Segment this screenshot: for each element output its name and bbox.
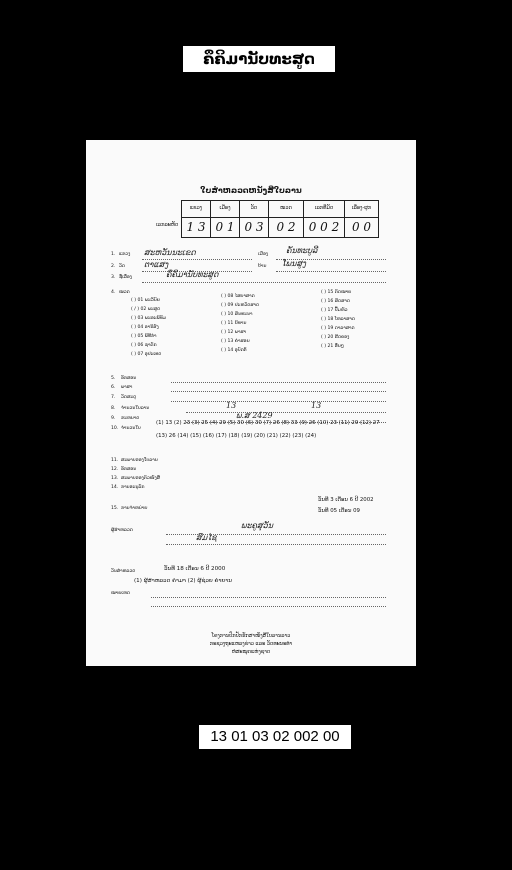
footer-line-1: ໂຄງການປົກປັກຮັກສາໜັງສືໃບລານລາວ: [211, 633, 291, 639]
leaf-count: 13: [226, 401, 237, 410]
line-5-label: ອັກສອນ: [121, 376, 137, 381]
category-item[interactable]: ( ) 11 ນິທານ: [221, 321, 247, 326]
line-14-label: ການອະນຸລັກ: [121, 485, 145, 490]
code-table: [181, 200, 379, 238]
code-cell: ວັດ 0 3: [240, 201, 269, 237]
row-1-label: ແຂວງ: [119, 252, 131, 257]
category-item[interactable]: ( ) 16 ສັດສາດ: [321, 299, 350, 304]
line-17-sub: (1) ຜູ້ສຳຫລວດ ຄຳມາ (2) ຜູ້ຊ່ວຍ ຄຳຍານ: [134, 578, 232, 584]
category-item[interactable]: ( ) 06 ຊາດົກ: [131, 343, 157, 348]
leaf-numbers-b: (13) 26 (14) (15) (16) (17) (18) (19) (20) (21) (22) (23) (24): [156, 433, 317, 439]
category-item[interactable]: ( ) 20 ຮີດຄອງ: [321, 335, 350, 340]
line-18-label: ໝາຍເຫດ: [111, 591, 130, 596]
footer-line-2: ກະຊວງຖະແຫລງຂ່າວ ແລະ ວັດທະນະທຳ: [209, 641, 293, 647]
line-15-num: 15.: [111, 506, 119, 511]
category-item[interactable]: ( ) 07 ອຸປະເທດ: [131, 352, 162, 357]
row-3-value: ຄຶຄິມານັບທະສູດ: [166, 270, 219, 279]
line-12-num: 12.: [111, 467, 119, 472]
line-9-label: ຂະຫນາດ: [121, 416, 140, 421]
row-1-city-value: ຄັນທະບູລີ: [286, 246, 318, 255]
line-12-label: ອັກສອນ: [121, 467, 137, 472]
line-15-label: ການຈຳຫນ່າຍ: [121, 506, 148, 511]
code-label: ເລກລະຫັດ: [156, 222, 179, 228]
row-3-num: 3.: [111, 275, 116, 280]
line-8-num: 8.: [111, 406, 116, 411]
line-5-num: 5.: [111, 376, 116, 381]
leaf-count-b: 13: [311, 401, 322, 410]
row-2-num: 2.: [111, 264, 116, 269]
section-4-num: 4.: [111, 290, 116, 295]
code-cell: ເມືອງ 0 1: [211, 201, 240, 237]
line-14-num: 14.: [111, 485, 119, 490]
category-item[interactable]: ( ) 13 ຄຳສອນ: [221, 339, 250, 344]
line-17-label: ວັນສຳຫລວດ: [111, 569, 136, 574]
document-code-label: 13 01 03 02 002 00: [199, 725, 351, 749]
row-2-village-label: ບ້ານ: [258, 264, 267, 269]
line-13-label: ສະພາບຂອງຕົວໜັງສື: [121, 476, 160, 481]
line-11-label: ສະພາບຂອງໃບລານ: [121, 458, 158, 463]
row-1-num: 1.: [111, 252, 116, 257]
line-7-label: ວັດສະດຸ: [121, 395, 137, 400]
code-cell: ໝວດ 0 2: [269, 201, 304, 237]
row-2-value: ຕາແສງ: [144, 260, 169, 269]
category-item[interactable]: ( ) 10 ສົນທະນາ: [221, 312, 253, 317]
category-item[interactable]: ( ) 17 ປຶ້ມຫົວ: [321, 308, 348, 313]
line-9-num: 9.: [111, 416, 116, 421]
line-6-num: 6.: [111, 385, 116, 390]
code-cell: ເລື່ອງ-ຜູກ 0 0: [351, 205, 372, 234]
category-item[interactable]: ( ) 08 ໄສຍາສາດ: [221, 294, 255, 299]
category-item[interactable]: ( ) 21 ອື່ນໆ: [321, 344, 344, 349]
category-item[interactable]: ( ) 03 ພະອະພິທັມ: [131, 316, 167, 321]
row-2-label: ວັດ: [119, 264, 125, 269]
code-cell: ແຂວງ 1 3: [182, 201, 211, 237]
line-8-label: ຈຳນວນໃບລານ: [121, 406, 150, 411]
row-1-city-label: ເມືອງ: [258, 252, 269, 257]
category-item[interactable]: ( ) 15 ກົດໝາຍ: [321, 290, 352, 295]
category-item[interactable]: ( ) 19 ດາລາສາດ: [321, 326, 355, 331]
section-4-label: ໝວດ: [119, 290, 130, 295]
category-item[interactable]: ( ) 18 ໂຫລາສາດ: [321, 317, 355, 322]
category-item[interactable]: ( ) 14 ອຸບັດຕິ: [221, 348, 247, 353]
size-value: ພ.ສ 2429: [236, 411, 273, 420]
line-6-label: ພາສາ: [121, 385, 133, 390]
footer-line-3: ຫໍສະໝຸດແຫ່ງຊາດ: [231, 649, 271, 655]
line-7-num: 7.: [111, 395, 116, 400]
row-1-value: ສະຫວັນນະເຂດ: [144, 248, 196, 257]
line-16-value-2: ສົມໄຊ: [196, 533, 217, 542]
line-10-label: ຈຳນວນໃບ: [121, 426, 141, 431]
line-10-num: 10.: [111, 426, 119, 431]
category-item[interactable]: ( ) 09 ປະຫວັດສາດ: [221, 303, 260, 308]
category-item[interactable]: ( ) 04 ອານິສົງ: [131, 325, 159, 330]
category-item[interactable]: ( ) 12 ພາສາ: [221, 330, 247, 335]
code-cell: ເລກທີ່ມັດ 0 0 2: [304, 201, 345, 237]
line-17-date: ວັນທີ 18 ເດືອນ 6 ປີ 2000: [164, 566, 226, 572]
survey-form-sheet: [86, 140, 416, 666]
row-2-village-value: ໂພນສູງ: [282, 259, 306, 268]
category-item[interactable]: ( ) 05 ພິທີກຳ: [131, 334, 157, 339]
category-item[interactable]: ( ) 01 ພະວິນັຍ: [131, 298, 160, 303]
row-3-label: ຊື່ເລື່ອງ: [119, 275, 132, 280]
line-16-value: ພະຄູສຸວັນ: [241, 521, 274, 530]
date-line-2: ວັນທີ 05 ເດືອນ 09: [318, 508, 360, 514]
document-title-label: ຄຶຄິມານັບທະສູດ: [183, 46, 335, 72]
line-13-num: 13.: [111, 476, 119, 481]
form-title: ໃບສຳຫລວດຫນັງສືໃບລານ: [200, 186, 302, 195]
line-16-label: ຜູ້ສຳຫລວດ: [111, 528, 133, 533]
line-11-num: 11.: [111, 458, 119, 463]
category-item[interactable]: ( / ) 02 ພະສູດ: [131, 307, 161, 312]
date-line: ວັນທີ 3 ເດືອນ 6 ປີ 2002: [318, 497, 374, 503]
leaf-numbers-a: (1) 13 (2) 23 (3) 25 (4) 29 (5) 30 (6) 30 (7) 26 (8) 33 (9) 26 (10) 23 (11) 29 (12) 27: [156, 420, 380, 426]
